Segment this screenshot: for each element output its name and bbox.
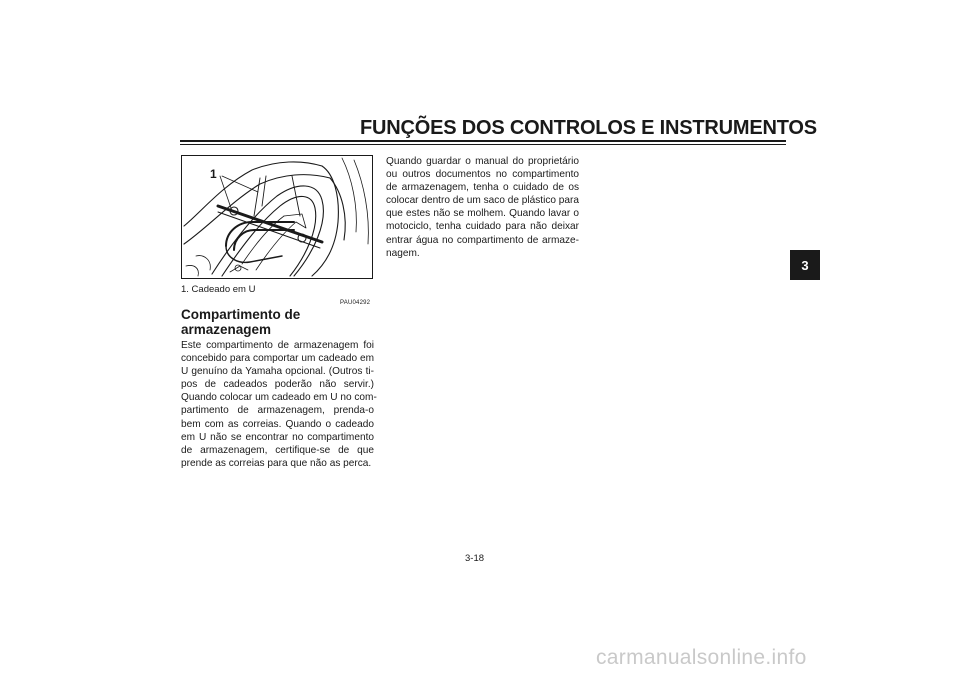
storage-compartment-drawing — [182, 156, 372, 278]
watermark: carmanualsonline.info — [596, 646, 807, 669]
text-line: em U não se encontrar no compartimento — [181, 431, 374, 443]
text-line: bem com as correias. Quando o cadeado — [181, 418, 374, 430]
header-rule — [180, 140, 786, 142]
text-line: entrar água no compartimento de armaze- — [386, 234, 579, 246]
text-line: Quando colocar um cadeado em U no com- — [181, 392, 377, 404]
text-line: de armazenagem, tenha o cuidado de os — [386, 182, 579, 194]
header-rule-thin — [180, 144, 786, 145]
text-line: ou outros documentos no compartimento — [386, 169, 579, 181]
text-line: de armazenagem, certifique-se de que — [181, 444, 374, 456]
left-column-text — [181, 339, 377, 470]
text-line: U genuíno da Yamaha opcional. (Outros ti- — [181, 366, 374, 378]
text-line: concebido para comportar um cadeado em — [181, 353, 374, 365]
figure-callout-number: 1 — [210, 167, 217, 181]
right-column-text — [386, 155, 579, 260]
u-lock-illustration — [181, 155, 373, 279]
text-line: prende as correias para que não as perca. — [181, 457, 372, 469]
page-number: 3-18 — [465, 553, 485, 564]
figure-caption: 1. Cadeado em U — [181, 284, 256, 295]
text-line: colocar dentro de um saco de plástico para — [386, 195, 580, 207]
section-heading: Compartimento de armazenagem — [181, 307, 301, 337]
reference-code: PAU04292 — [340, 300, 371, 306]
text-line: Quando guardar o manual do proprietário — [386, 156, 579, 167]
text-line: nagem. — [386, 247, 420, 259]
chapter-tab: 3 — [790, 250, 820, 280]
page-header-title: FUNÇÕES DOS CONTROLOS E INSTRUMENTOS — [360, 117, 817, 139]
text-line: Este compartimento de armazenagem foi — [181, 340, 374, 351]
text-line: que estes não se molhem. Quando lavar o — [386, 208, 579, 220]
text-line: partimento de armazenagem, prenda-o — [181, 405, 374, 417]
text-line: motociclo, tenha cuidado para não deixar — [386, 221, 579, 233]
text-line: pos de cadeados poderão não servir.) — [181, 379, 374, 391]
